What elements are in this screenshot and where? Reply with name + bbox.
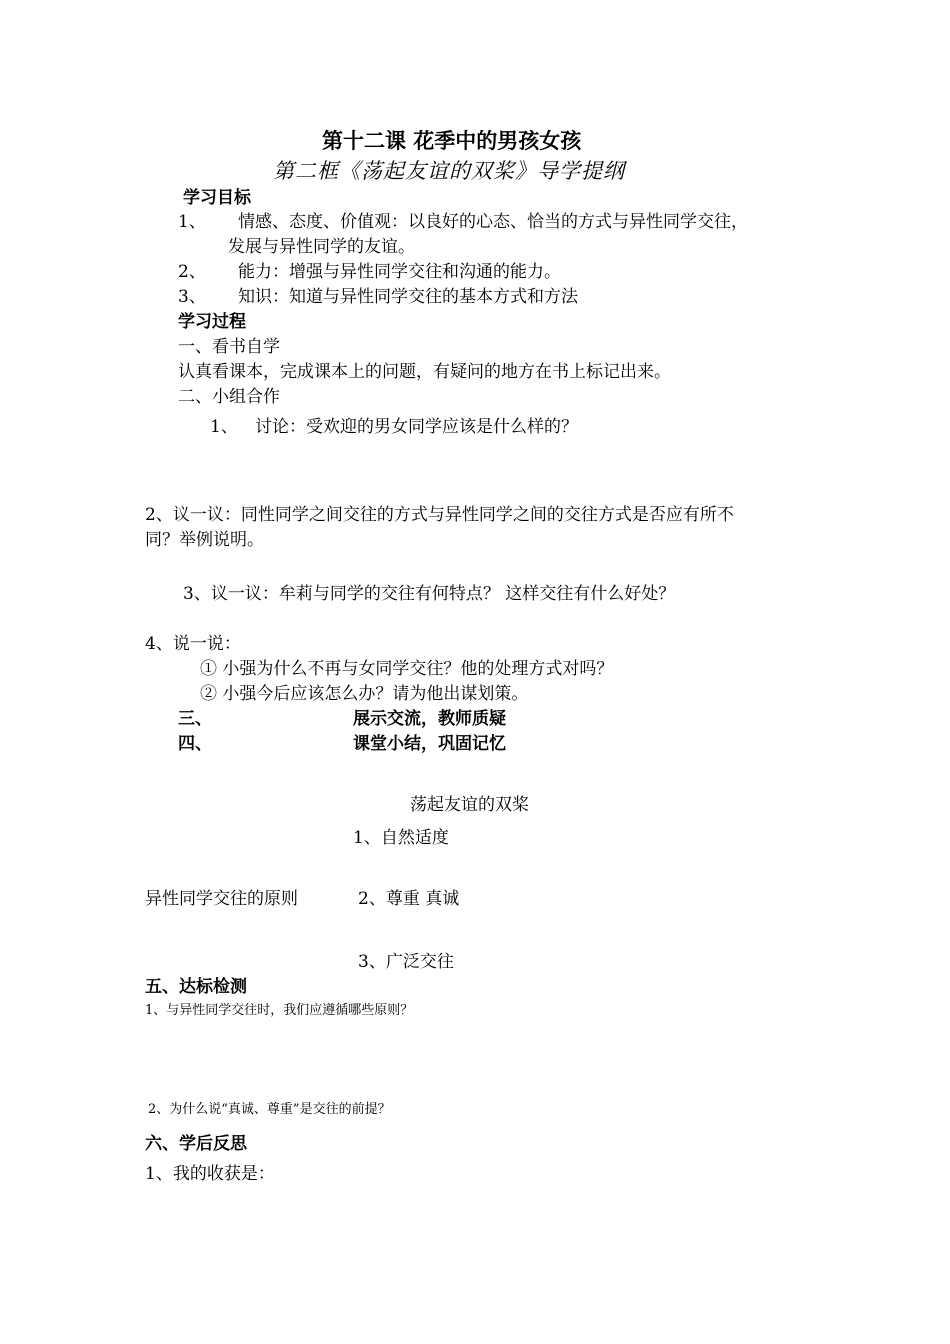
test-question-2: 2、为什么说“真诚、尊重”是交往的前提？ bbox=[148, 1102, 391, 1117]
question-2-line-2: 同？举例说明。 bbox=[145, 530, 264, 550]
step-4-text: 课堂小结，巩固记忆 bbox=[353, 734, 506, 754]
goal-1-number: 1、 bbox=[178, 212, 206, 232]
summary-title: 荡起友谊的双桨 bbox=[410, 795, 529, 815]
step-3-text: 展示交流，教师质疑 bbox=[353, 709, 506, 729]
step-1-title: 一、看书自学 bbox=[178, 337, 280, 357]
process-heading: 学习过程 bbox=[178, 312, 246, 332]
principle-3: 3、广泛交往 bbox=[358, 952, 454, 972]
question-4-title: 4、说一说： bbox=[145, 634, 241, 654]
step-1-text: 认真看课本，完成课本上的问题，有疑问的地方在书上标记出来。 bbox=[178, 362, 671, 382]
question-4-sub-1: ① 小强为什么不再与女同学交往？他的处理方式对吗？ bbox=[200, 659, 614, 679]
goal-2-number: 2、 bbox=[178, 262, 206, 282]
question-1-number: 1、 bbox=[210, 417, 238, 437]
principle-1: 1、自然适度 bbox=[353, 828, 449, 848]
lesson-subtitle: 第二框《荡起友谊的双桨》导学提纲 bbox=[273, 159, 625, 183]
test-heading: 五、达标检测 bbox=[145, 977, 247, 997]
principles-label: 异性同学交往的原则 bbox=[145, 889, 298, 909]
question-3-text: 3、议一议：牟莉与同学的交往有何特点？ 这样交往有什么好处？ bbox=[183, 584, 676, 604]
step-2-title: 二、小组合作 bbox=[178, 387, 280, 407]
test-question-1: 1、与异性同学交往时，我们应遵循哪些原则？ bbox=[145, 1003, 414, 1018]
question-1-text: 讨论：受欢迎的男女同学应该是什么样的？ bbox=[255, 417, 578, 437]
goal-3-text: 知识：知道与异性同学交往的基本方式和方法 bbox=[238, 287, 578, 307]
step-3-number: 三、 bbox=[178, 709, 212, 729]
goals-heading: 学习目标 bbox=[183, 188, 251, 208]
reflection-item-1: 1、我的收获是： bbox=[145, 1164, 275, 1184]
question-2-line-1: 2、议一议：同性同学之间交往的方式与异性同学之间的交往方式是否应有所不 bbox=[145, 505, 734, 525]
reflection-heading: 六、学后反思 bbox=[145, 1134, 247, 1154]
principle-2: 2、尊重 真诚 bbox=[358, 889, 460, 909]
goal-3-number: 3、 bbox=[178, 287, 206, 307]
goal-1-text: 情感、态度、价值观：以良好的心态、恰当的方式与异性同学交往， bbox=[238, 212, 748, 232]
goal-1-continuation: 发展与异性同学的友谊。 bbox=[228, 237, 415, 257]
question-4-sub-2: ② 小强今后应该怎么办？请为他出谋划策。 bbox=[200, 684, 529, 704]
goal-2-text: 能力：增强与异性同学交往和沟通的能力。 bbox=[238, 262, 561, 282]
lesson-title: 第十二课 花季中的男孩女孩 bbox=[322, 129, 582, 153]
step-4-number: 四、 bbox=[178, 734, 212, 754]
